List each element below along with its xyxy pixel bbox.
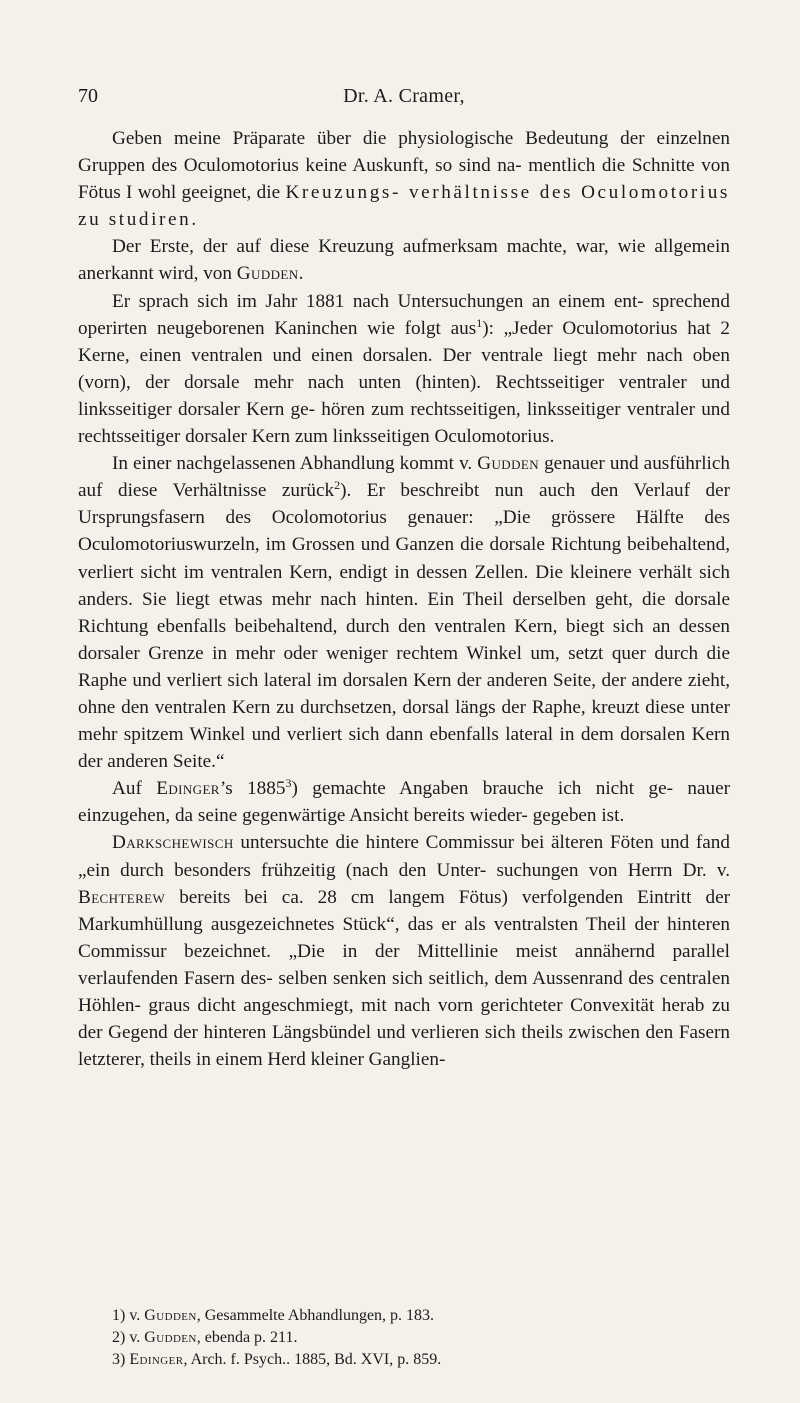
paragraph-2-text: Der Erste, der auf diese Kreuzung aufmerksam machte, war, wie allgemein anerkannt wird, von	[78, 236, 730, 285]
paragraph-2-end: .	[298, 263, 304, 285]
footnote-3	[78, 1349, 730, 1371]
footnote-number: 3)	[112, 1351, 130, 1368]
paragraph-5-text: Auf	[112, 778, 157, 800]
footnote-number: 2)	[112, 1329, 130, 1346]
paragraph-6-text: untersuchte die hintere Commissur bei älteren Föten und fand „ein durch besonders frühzeitig (nach den Unter- suchungen von Herrn Dr. v.	[78, 832, 730, 881]
paragraph-5-text-2: ’s 1885	[219, 778, 286, 800]
footnote-number: 1)	[112, 1307, 130, 1324]
paragraph-1-end: .	[191, 209, 197, 231]
footnote-author: Edinger	[129, 1351, 184, 1368]
paragraph-3	[78, 288, 730, 451]
paragraph-6-text-2: bereits bei ca. 28 cm langem Fötus) verfolgenden Eintritt der Markumhüllung ausgezeichnetes Stück“, das er als ventralsten Theil der hinteren Commissur bezeichnet. „Die in der Mittellinie meist annähernd parallel verlaufenden Fasern des- selben senken sich seitlich, dem Aussenrand des centralen Höhlen- graus dicht angeschmiegt, mit nach vorn gerichteter Convexität herab zu der Gegend der hinteren Längsbündel und verlieren sich theils zwischen den Fasern letzterer, theils in einem Herd kleiner Ganglien-	[78, 886, 730, 1071]
author-name: Gudden	[477, 453, 540, 475]
author-name: Edinger	[156, 778, 220, 800]
body-text	[78, 125, 730, 1073]
paragraph-4	[78, 450, 730, 775]
author-name: Gudden	[236, 263, 299, 285]
footnote-2	[78, 1327, 730, 1349]
paragraph-1-text: Geben meine Präparate über die physiologische Bedeutung der einzelnen Gruppen des Oculomotorius keine Auskunft, so sind na- mentlich die Schnitte von Fötus I wohl geeignet, die	[78, 128, 730, 204]
paragraph-4-text-2: genauer und ausführlich auf diese Verhältnisse zurück	[78, 453, 730, 502]
footnote-ref: 2	[334, 478, 341, 493]
footnote-citation: , Arch. f. Psych.. 1885, Bd. XVI, p. 859.	[183, 1351, 442, 1368]
author-name: Darkschewisch	[112, 832, 234, 854]
footnote-author: Gudden	[144, 1307, 197, 1324]
paragraph-6	[78, 829, 730, 1073]
paragraph-2	[78, 233, 730, 287]
emphasized-phrase: Kreuzungs- verhältnisse des Oculomotorius zu studiren	[78, 182, 731, 231]
page-header	[78, 85, 730, 115]
footnote-author: Gudden	[144, 1329, 197, 1346]
paragraph-3-quote: ): „Jeder Oculomotorius hat 2 Kerne, einen ventralen und einen dorsalen. Der ventrale liegt mehr nach oben (vorn), der dorsale mehr nach unten (hinten). Rechtsseitiger ventraler und linksseitiger dorsaler Kern ge- hören zum rechtsseitigen, linksseitiger ventraler und rechtsseitiger dorsaler Kern zum linksseitigen Oculomotorius.	[78, 317, 731, 448]
footnote-ref: 1	[476, 315, 483, 330]
footnote-1	[78, 1305, 730, 1327]
paragraph-5-text-3: ) gemachte Angaben brauche ich nicht ge- nauer einzugehen, da seine gegenwärtige Ansicht bereits wieder- gegeben ist.	[78, 778, 730, 827]
author-name: Bechterew	[78, 886, 166, 908]
paragraph-4-text: In einer nachgelassenen Abhandlung kommt v.	[112, 453, 478, 475]
footnote-citation: , ebenda p. 211.	[196, 1329, 298, 1346]
footnote-prefix: v.	[129, 1307, 145, 1324]
running-head: Dr. A. Cramer,	[343, 85, 465, 107]
footnote-ref: 3	[285, 776, 292, 791]
footnote-citation: , Gesammelte Abhandlungen, p. 183.	[196, 1307, 435, 1324]
footnotes	[78, 1305, 730, 1371]
footnote-prefix: v.	[129, 1329, 145, 1346]
paragraph-4-quote: ). Er beschreibt nun auch den Verlauf der Ursprungsfasern des Ocolomotorius genauer: „Die grössere Hälfte des Oculomotoriuswurzeln, im Grossen und Ganzen die dorsale Richtung beibehaltend, verliert sicht im ventralen Kern, endigt in dessen Zellen. Die kleinere verhält sich anders. Sie liegt etwas mehr nach hinten. Ein Theil derselben geht, die dorsale Richtung ebenfalls beibehaltend, durch den ventralen Kern, biegt sich an dessen dorsaler Grenze in mehr oder weniger rechtem Winkel um, setzt quer durch die Raphe und verliert sich lateral im dorsalen Kern der anderen Seite, der andere zieht, ohne den ventralen Kern zu durchsetzen, dorsal längs der Raphe, kreuzt diese unter mehr spitzem Winkel und verliert sich dann ebenfalls lateral in dem dorsalen Kern der anderen Seite.“	[78, 480, 731, 773]
page-number: 70	[78, 85, 98, 107]
paragraph-1	[78, 125, 730, 233]
paragraph-3-text: Er sprach sich im Jahr 1881 nach Untersuchungen an einem ent- sprechend operirten neugeborenen Kaninchen wie folgt aus	[78, 290, 730, 339]
paragraph-5	[78, 775, 730, 829]
